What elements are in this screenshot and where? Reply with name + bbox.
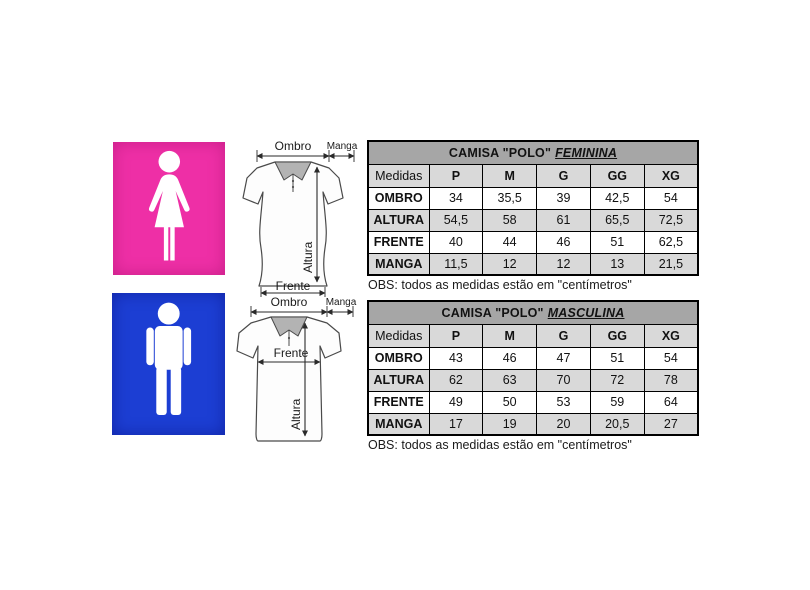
cell: 70 (537, 369, 591, 391)
units-note-feminina: OBS: todos as medidas estão em "centímetros" (368, 278, 632, 292)
column-header-gg: GG (590, 164, 644, 187)
cell: 12 (537, 253, 591, 275)
cell: 20,5 (590, 413, 644, 435)
masculina-size-table (367, 300, 699, 436)
cell: 35,5 (483, 187, 537, 209)
cell: 72,5 (644, 209, 698, 231)
cell: 51 (590, 347, 644, 369)
cell: 40 (429, 231, 483, 253)
cell: 58 (483, 209, 537, 231)
ombro-label: Ombro (270, 296, 308, 309)
table-row-ombro (368, 187, 698, 209)
cell: 78 (644, 369, 698, 391)
cell: 54 (644, 347, 698, 369)
table-row-frente (368, 231, 698, 253)
table-row-altura (368, 209, 698, 231)
altura-label: Altura (289, 398, 303, 430)
row-label: OMBRO (368, 347, 429, 369)
column-header-xg: XG (644, 324, 698, 347)
cell: 27 (644, 413, 698, 435)
cell: 53 (537, 391, 591, 413)
manga-label: Manga (325, 297, 357, 308)
table-title-feminina (368, 141, 698, 164)
cell: 42,5 (590, 187, 644, 209)
cell: 44 (483, 231, 537, 253)
cell: 20 (537, 413, 591, 435)
cell: 34 (429, 187, 483, 209)
cell: 64 (644, 391, 698, 413)
row-label: ALTURA (368, 209, 429, 231)
altura-label: Altura (301, 241, 315, 273)
table-row-altura (368, 369, 698, 391)
column-header-p: P (429, 324, 483, 347)
cell: 43 (429, 347, 483, 369)
cell: 63 (483, 369, 537, 391)
manga-label: Manga (326, 141, 358, 152)
cell: 47 (537, 347, 591, 369)
cell: 46 (537, 231, 591, 253)
cell: 46 (483, 347, 537, 369)
female-polo-diagram (241, 140, 365, 298)
male-figure-icon (119, 299, 218, 430)
male-polo-diagram (235, 296, 367, 450)
row-label: FRENTE (368, 231, 429, 253)
cell: 17 (429, 413, 483, 435)
table-row-manga (368, 253, 698, 275)
table-row-frente (368, 391, 698, 413)
cell: 13 (590, 253, 644, 275)
table-title-prefix: CAMISA "POLO" (448, 145, 552, 160)
cell: 54,5 (429, 209, 483, 231)
column-header-medidas: Medidas (368, 164, 429, 187)
row-label: MANGA (368, 253, 429, 275)
cell: 62 (429, 369, 483, 391)
column-header-g: G (537, 164, 591, 187)
units-note-masculina: OBS: todos as medidas estão em "centímetros" (368, 438, 632, 452)
cell: 72 (590, 369, 644, 391)
female-icon-box (113, 142, 225, 275)
column-header-xg: XG (644, 164, 698, 187)
cell: 65,5 (590, 209, 644, 231)
row-label: MANGA (368, 413, 429, 435)
cell: 61 (537, 209, 591, 231)
column-header-medidas: Medidas (368, 324, 429, 347)
table-title-prefix: CAMISA "POLO" (441, 305, 544, 320)
cell: 21,5 (644, 253, 698, 275)
cell: 39 (537, 187, 591, 209)
column-header-m: M (483, 324, 537, 347)
row-label: FRENTE (368, 391, 429, 413)
cell: 59 (590, 391, 644, 413)
cell: 51 (590, 231, 644, 253)
cell: 12 (483, 253, 537, 275)
cell: 50 (483, 391, 537, 413)
frente-label: Frente (275, 279, 311, 293)
column-header-g: G (537, 324, 591, 347)
frente-label: Frente (273, 346, 309, 360)
table-row-manga (368, 413, 698, 435)
cell: 11,5 (429, 253, 483, 275)
column-header-m: M (483, 164, 537, 187)
cell: 49 (429, 391, 483, 413)
feminina-size-table (367, 140, 699, 276)
table-row-ombro (368, 347, 698, 369)
table-title-emphasis: MASCULINA (547, 305, 625, 320)
male-icon-box (112, 293, 225, 435)
cell: 19 (483, 413, 537, 435)
column-header-p: P (429, 164, 483, 187)
table-title-emphasis: FEMININA (555, 145, 618, 160)
cell: 54 (644, 187, 698, 209)
row-label: ALTURA (368, 369, 429, 391)
table-title-masculina (368, 301, 698, 324)
row-label: OMBRO (368, 187, 429, 209)
cell: 62,5 (644, 231, 698, 253)
female-figure-icon (120, 147, 219, 269)
ombro-label: Ombro (274, 140, 312, 153)
column-header-gg: GG (590, 324, 644, 347)
